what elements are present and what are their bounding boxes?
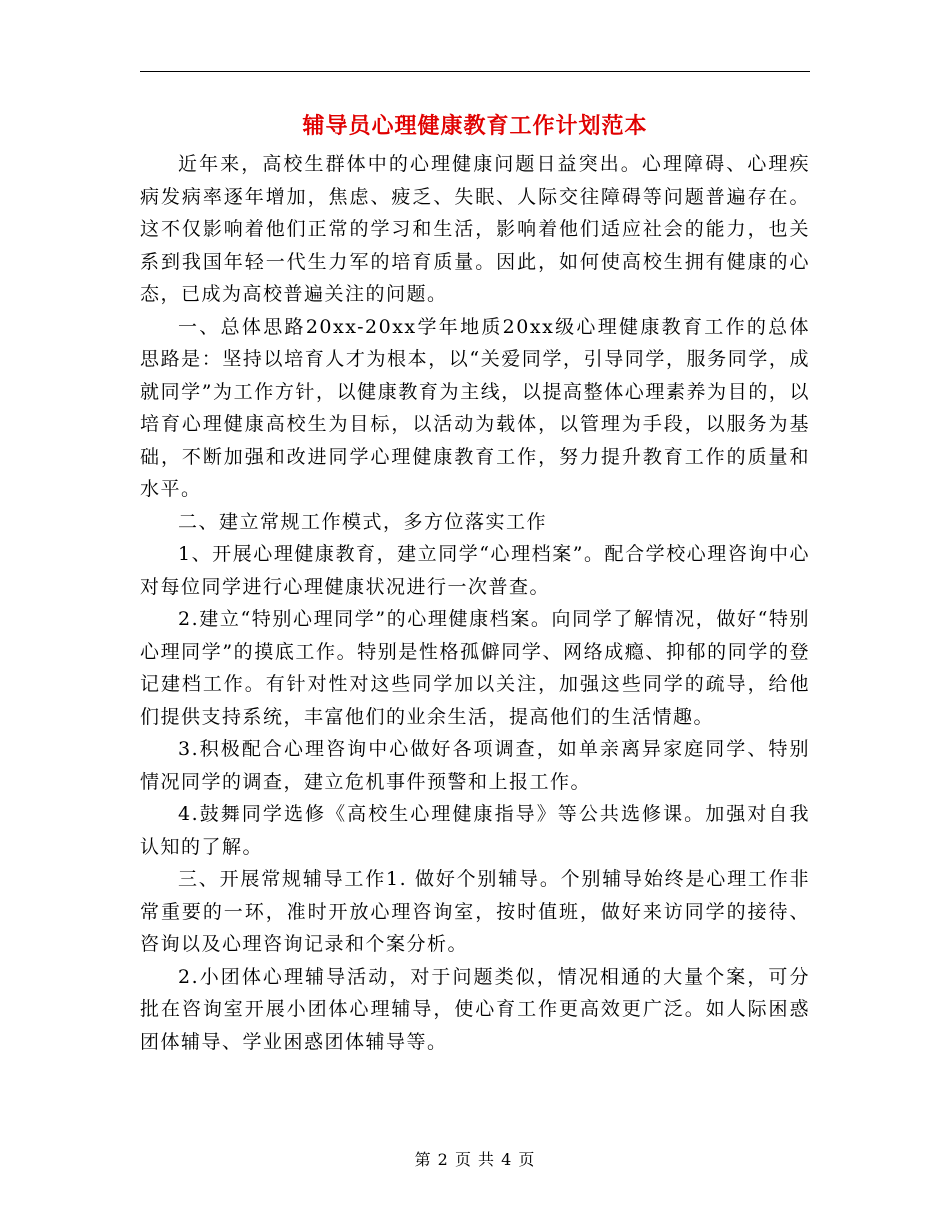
paragraph-item-2: 2.建立“特别心理同学”的心理健康档案。向同学了解情况，做好“特别心理同学”的摸底工作。特别是性格孤僻同学、网络成瘾、抑郁的同学的登记建档工作。有针对性对这些同学加以关注，加强这些同学的疏导，给他们提供支持系统，丰富他们的业余生活，提高他们的生活情趣。 <box>140 608 810 728</box>
document-body <box>140 148 810 1058</box>
page-number: 第 2 页 共 4 页 <box>414 1150 536 1169</box>
heading-section-two: 二、建立常规工作模式，多方位落实工作 <box>178 510 548 533</box>
paragraph-group-counseling: 2.小团体心理辅导活动，对于问题类似，情况相通的大量个案，可分批在咨询室开展小团体心理辅导，使心育工作更高效更广泛。如人际困惑团体辅导、学业困惑团体辅导等。 <box>140 965 810 1053</box>
paragraph-section-three: 三、开展常规辅导工作1. 做好个别辅导。个别辅导始终是心理工作非常重要的一环，准时开放心理咨询室，按时值班，做好来访同学的接待、咨询以及心理咨询记录和个案分析。 <box>140 868 810 955</box>
paragraph-item-1: 1、开展心理健康教育，建立同学“心理档案”。配合学校心理咨询中心对每位同学进行心理健康状况进行一次普查。 <box>140 543 810 598</box>
header-rule <box>140 71 810 72</box>
paragraph-intro: 近年来，高校生群体中的心理健康问题日益突出。心理障碍、心理疾病发病率逐年增加，焦虑、疲乏、失眠、人际交往障碍等问题普遍存在。这不仅影响着他们正常的学习和生活，影响着他们适应社会的能力，也关系到我国年轻一代生力军的培育质量。因此，如何使高校生拥有健康的心态，已成为高校普遍关注的问题。 <box>140 153 810 305</box>
paragraph-item-4: 4.鼓舞同学选修《高校生心理健康指导》等公共选修课。加强对自我认知的了解。 <box>140 803 810 858</box>
paragraph-overall-approach: 一、总体思路20xx-20xx学年地质20xx级心理健康教育工作的总体思路是：坚持以培育人才为根本，以“关爱同学，引导同学，服务同学，成就同学”为工作方针，以健康教育为主线，以提高整体心理素养为目的，以培育心理健康高校生为目标，以活动为载体，以管理为手段，以服务为基础，不断加强和改进同学心理健康教育工作，努力提升教育工作的质量和水平。 <box>140 315 810 500</box>
document-title: 辅导员心理健康教育工作计划范本 <box>302 113 648 139</box>
paragraph-item-3: 3.积极配合心理咨询中心做好各项调查，如单亲离异家庭同学、特别情况同学的调查，建立危机事件预警和上报工作。 <box>140 738 810 793</box>
